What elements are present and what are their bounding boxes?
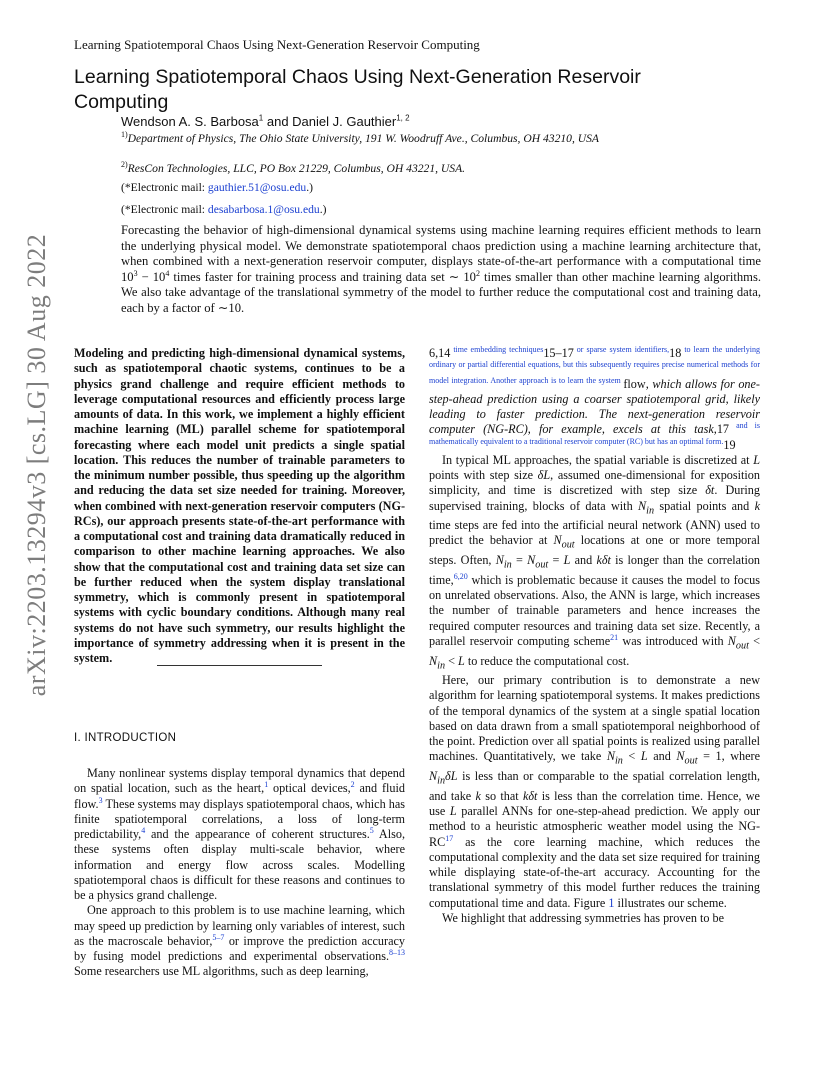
text: which is problematic because it causes the model to focus on unrelated observations. Also, the ANN is large, which increases the number of trainable parameters and hence increases the required computer resources and training data set size. Recently, a parallel reservoir computing scheme <box>429 572 760 648</box>
citation-link[interactable]: 8–13 <box>389 947 405 957</box>
paragraph-intro-3 <box>429 453 760 673</box>
citation-link[interactable]: 2 <box>350 780 355 790</box>
figure-link[interactable]: 1 <box>608 895 615 910</box>
paragraph-intro-5: We highlight that addressing symmetries has proven to be <box>442 910 724 925</box>
text: is less than or comparable to the spatial correlation length, and take <box>429 769 760 803</box>
text: spatial points and <box>654 498 755 513</box>
math: out <box>735 640 749 652</box>
text: is longer than the correlation time, <box>429 553 761 587</box>
text: 6,14 <box>429 346 451 360</box>
author-1: Wendson A. S. Barbosa <box>121 114 259 129</box>
text: and <box>570 553 597 568</box>
text: points with step size <box>429 468 538 482</box>
math: N <box>429 653 438 668</box>
citation-link[interactable]: 5 <box>369 825 374 835</box>
math: L <box>753 452 760 467</box>
math: L <box>449 804 457 819</box>
citation-link[interactable]: 4 <box>141 825 146 835</box>
citation-link[interactable]: to learn the underlying ordinary or partial differential equations, but this subsequently requires precise numerical methods for model integration. Another approach is to learn the system <box>429 344 760 385</box>
divider <box>157 665 322 666</box>
citation-link[interactable]: 21 <box>610 632 619 642</box>
section-heading: I. INTRODUCTION <box>74 732 177 744</box>
affiliation-1 <box>121 131 641 146</box>
math: N <box>606 749 615 764</box>
text: illustrates our scheme. <box>614 895 727 910</box>
right-column <box>429 346 760 926</box>
text: . During supervised training, blocks of data with <box>429 483 760 513</box>
paragraph-intro-2a <box>74 903 405 979</box>
email-prefix: (*Electronic mail: <box>121 181 208 194</box>
text: 19 <box>723 437 736 452</box>
text: One approach to this problem is to use machine learning, which may speed up prediction by learning only variables of interest, such as the macroscale behavior, <box>74 903 405 948</box>
running-head: Learning Spatiotemporal Chaos Using Next-Generation Reservoir Computing <box>74 37 480 52</box>
math: in <box>646 504 655 516</box>
text: optical devices, <box>268 781 351 796</box>
math: kδt <box>522 788 538 803</box>
author-1-affil: 1 <box>258 113 264 123</box>
citation-link[interactable]: and is mathematically equivalent to a traditional reservoir computer (RC) but has an optimal form. <box>429 421 760 446</box>
text: time steps are fed into the artificial neural network (ANN) used to predict the behavior at <box>429 518 760 548</box>
text: In typical ML approaches, the spatial variable is discretized at <box>442 452 754 467</box>
text: as the core learning machine, which reduces the computational complexity and the data set size required for training while displaying state-of-the-art accuracy. Accounting for the translational symmetry of this model further reduces the training computational time and data. Figure <box>429 834 760 910</box>
math: in <box>437 775 446 787</box>
math: N <box>638 498 647 513</box>
citation-link[interactable]: 17 <box>445 833 454 843</box>
affiliation-1-mark: 1) <box>121 130 128 140</box>
math: out <box>561 539 575 551</box>
abstract-text: − 10 <box>137 269 166 284</box>
paragraph-intro-2b <box>429 346 760 453</box>
math: δt <box>705 483 715 498</box>
exponent: 4 <box>165 268 170 278</box>
text: = <box>548 553 564 568</box>
email-line-1 <box>121 181 313 194</box>
text: < <box>748 633 760 648</box>
abstract <box>121 223 761 317</box>
paper-title: Learning Spatiotemporal Chaos Using Next-Generation Reservoir Computing <box>74 66 641 113</box>
exponent: 2 <box>475 268 480 278</box>
email-prefix: (*Electronic mail: <box>121 203 208 216</box>
text: was introduced with <box>618 633 728 648</box>
math: L <box>458 653 465 668</box>
text: 17 <box>716 422 730 437</box>
math: N <box>429 769 438 784</box>
text: Here, our primary contribution is to demonstrate a new algorithm for learning spatiotemporal systems. It makes predictions of the temporal dynamics of the system at a single spatial location based on data drawn from a small spatiotemporal neighborhood of the point. Prediction over all spatial points is realized using parallel machines. Quantitatively, we take <box>429 673 760 764</box>
text: Many nonlinear systems display temporal dynamics that depend on spatial location, such as the heart, <box>74 766 405 796</box>
text: < <box>622 749 641 764</box>
text: Some researchers use ML algorithms, such as deep learning, <box>74 964 369 979</box>
affiliation-2 <box>121 161 465 176</box>
math: N <box>495 553 504 568</box>
text: = 1, where <box>697 749 760 764</box>
citation-link[interactable]: time embedding techniques <box>450 344 544 354</box>
text: 18 <box>669 346 682 360</box>
citation-link[interactable]: 6,20 <box>453 571 468 581</box>
math: out <box>684 755 698 767</box>
affiliation-1-text: Department of Physics, The Ohio State University, 191 W. Woodruff Ave., Columbus, OH 43210, USA <box>127 132 600 145</box>
citation-link[interactable]: 5–7 <box>212 932 225 942</box>
text: is less than the correlation time. Hence, we use <box>429 788 760 819</box>
citation-link[interactable]: 3 <box>98 795 103 805</box>
text: , assumed one-dimensional for exposition simplicity, and time is discretized with step size <box>429 468 760 498</box>
text: parallel ANNs for one-step-ahead prediction. We apply our method to a heuristic atmospheric weather model using the NG-RC <box>429 804 760 849</box>
citation-link[interactable]: 1 <box>264 780 269 790</box>
text: Also, these systems often display multi-scale behavior, where information and energy flow across scales. Modelling spatiotemporal chaos is difficult for these reasons and continues to be a physics grand challenge. <box>74 827 405 902</box>
author-conjunction: and <box>263 114 293 129</box>
math: N <box>676 749 685 764</box>
text: or improve the prediction accuracy by fusing model predictions and experimental observations. <box>74 933 405 963</box>
math: out <box>535 559 549 571</box>
text: and <box>647 749 677 764</box>
text: to reduce the computational cost. <box>464 653 630 668</box>
math: k <box>754 498 760 513</box>
math: N <box>553 533 562 548</box>
math: k <box>475 788 481 803</box>
math: δL <box>537 468 551 482</box>
text: 15–17 <box>543 346 574 360</box>
emphasis: , which allows for one-step-ahead prediction using a coarser spatiotemporal grid, likely leading to faster prediction. The next-generation reservoir computer (NG-RC), for example, excels at this task, <box>429 376 760 437</box>
text: flow <box>623 376 646 391</box>
email-suffix: .) <box>319 203 327 216</box>
email-link-1[interactable]: gauthier.51@osu.edu <box>207 181 307 194</box>
abstract-text: times smaller than other machine learning algorithms. We also take advantage of the translational symmetry of the model to further reduce the computational cost and training data, each by a factor of ∼10. <box>121 269 761 315</box>
text: These systems may displays spatiotemporal chaos, which has finite spatiotemporal correlations, a loss of long-term predictability, <box>74 796 405 841</box>
author-2-affil: 1, 2 <box>396 113 410 123</box>
abstract-text: times faster for training process and training data set ∼ 10 <box>169 269 476 284</box>
text: < <box>445 653 459 668</box>
text: locations at one or more temporal steps. Often, <box>429 533 760 568</box>
author-2: Daniel J. Gauthier <box>292 114 397 129</box>
text: = <box>511 553 528 568</box>
paragraph-intro-1 <box>74 766 405 903</box>
math: N <box>727 633 736 648</box>
exponent: 3 <box>133 268 138 278</box>
math: in <box>503 559 512 571</box>
author-list <box>121 114 410 129</box>
lead-paragraph: Modeling and predicting high-dimensional dynamical systems, such as spatiotemporal chaotic systems, continues to be a physics grand challenge and require efficient methods to leverage computational resources and efficiently process large amounts of data. In this work, we implement a highly efficient machine learning (ML) parallel scheme for spatiotemporal forecasting where each model unit predicts a single spatial location. This reduces the number of trainable parameters to the minimum number possible, thus speeding up the algorithm and reducing the data set size needed for training. Moreover, when combined with next-generation reservoir computers (NG-RCs), our approach presents state-of-the-art performance with a computational cost and training data dramatically reduced in comparison to other machine learning approaches. We also show that the computational cost and training data set size can be further reduced when the system display translational symmetry, which is commonly present in spatiotemporal systems with cyclic boundary conditions. Although many real systems do not have such symmetry, our results highlight the importance of symmetry addressing when it is present in the system. <box>74 346 405 665</box>
text: and fluid flow. <box>74 781 405 811</box>
paragraph-intro-4 <box>429 673 760 911</box>
math: in <box>437 659 446 671</box>
email-suffix: .) <box>306 181 313 194</box>
text: and the appearance of coherent structures. <box>145 827 370 841</box>
math: L <box>640 749 648 764</box>
affiliation-2-text: ResCon Technologies, LLC, PO Box 21229, Columbus, OH 43221, USA. <box>127 162 466 175</box>
email-line-2 <box>121 203 326 216</box>
math: in <box>614 755 623 767</box>
text: so that <box>480 788 523 803</box>
lead-paragraph-column <box>74 346 405 666</box>
arxiv-stamp-text: arXiv:2203.13294v3 [cs.LG] 30 Aug 2022 <box>22 233 51 697</box>
affiliation-2-mark: 2) <box>121 160 128 170</box>
left-column <box>74 766 405 980</box>
arxiv-stamp <box>22 233 52 697</box>
abstract-text: Forecasting the behavior of high-dimensional dynamical systems using machine learning requires efficient methods to learn the underlying physical model. We demonstrate spatiotemporal chaos prediction using a machine learning architecture that, when combined with a next-generation reservoir computer, displays state-of-the-art performance with a computational time 10 <box>121 223 761 284</box>
citation-link[interactable]: or sparse system identifiers, <box>573 344 670 354</box>
math: δL <box>445 769 458 784</box>
email-link-2[interactable]: desabarbosa.1@osu.edu <box>207 203 320 216</box>
math: L <box>563 553 571 568</box>
math: kδt <box>596 553 611 568</box>
math: N <box>527 553 536 568</box>
